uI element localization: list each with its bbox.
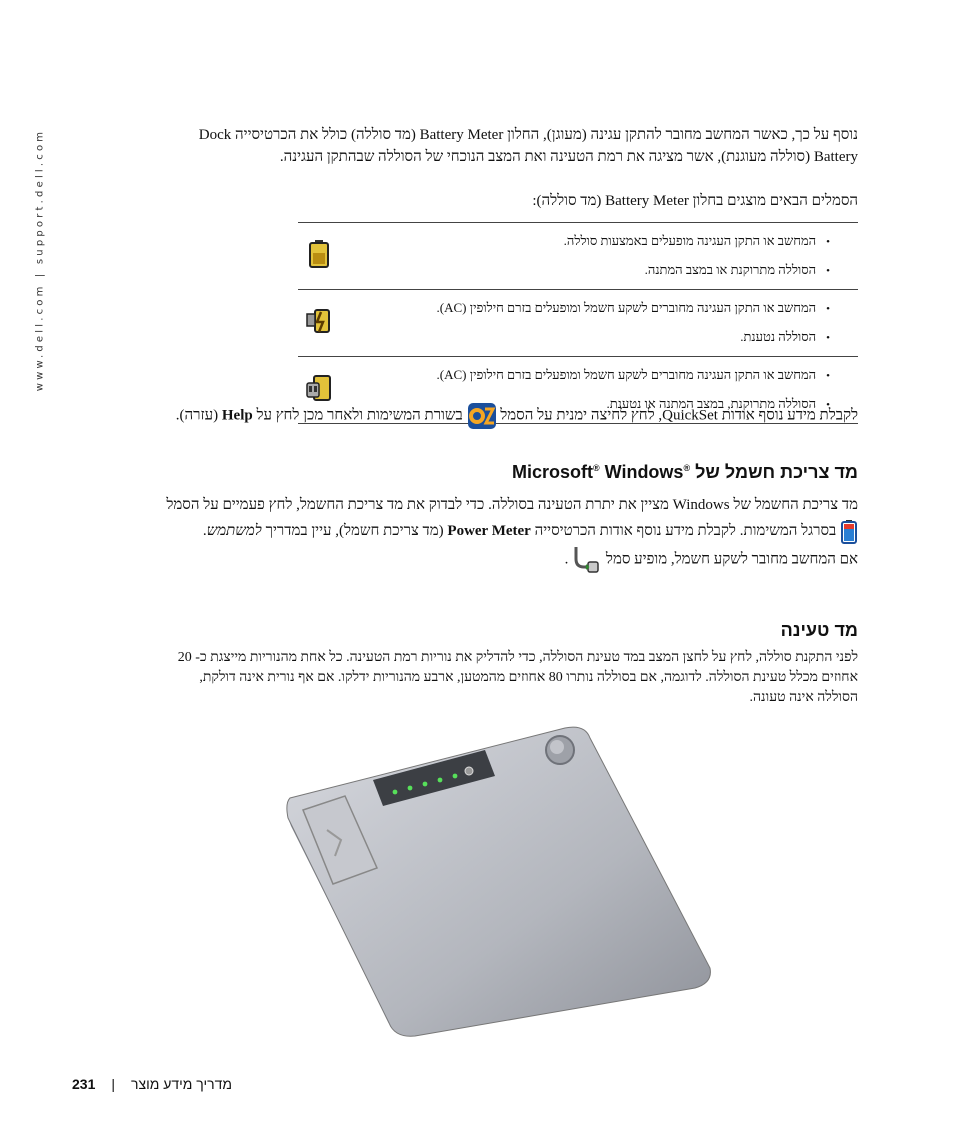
paragraph-windows-power-meter: מד צריכת החשמל של Windows מציין את יתרת הטעינה בסוללה. כדי לבדוק את מד צריכת החשמל, לחץ פעמיים על הסמל בסרגל המשימות. לקבלת מידע נוסף אודות הכרטיסייה Power Meter (מד צריכת חשמל), עיין במדריך למשתמש. אם המחשב מחובר לשקע חשמל, מופיע סמל . (160, 492, 858, 575)
symbol-desc: • המחשב או התקן העגינה מופעלים באמצעות סוללה. (340, 227, 830, 256)
ac-charging-icon (305, 306, 333, 336)
paragraph-charge-gauge: לפני התקנת סוללה, לחץ על לחצן המצב במד טעינת הסוללה, כדי להדליק את נוריות רמת הטעינה. כל אחת מהנוריות מייצגת כ- 20 אחוזים מכלל טעינת הסוללה. לדוגמה, אם בסוללה נותרו 80 אחוזים מהמטען, ארבע מהנוריות ידלקו. אם אף נורית אינה דולקת, הסוללה אינה טעונה. (177, 650, 858, 705)
symbol-row (298, 290, 858, 357)
paragraph-dock-battery: נוסף על כך, כאשר המחשב מחובר להתקן עגינה (מעוגן), החלון Battery Meter (מד סוללה) כולל את הכרטיסייה Dock Battery (סוללה מעוגנת), אשר מציגה את רמת הטעינה ואת המצב הנוכחי של הסוללה שבהתקן העגינה. (198, 127, 858, 165)
symbol-desc: • המחשב או התקן העגינה מחוברים לשקע חשמל ומופעלים בזרם חילופין (AC). (340, 294, 830, 323)
battery-photo (285, 718, 715, 1038)
ac-battery-icon (305, 373, 333, 403)
symbol-desc: • המחשב או התקן העגינה מחוברים לשקע חשמל ומופעלים בזרם חילופין (AC). (340, 361, 830, 390)
paragraph-quickset: לקבלת מידע נוסף אודות QuickSet, לחץ לחיצה ימנית על הסמל בשורת המשימות ולאחר מכן לחץ על Help (עזרה). (160, 402, 858, 430)
heading-charge-gauge: מד טעינה (780, 620, 858, 640)
footer: 231 | מדריך מידע מוצר (72, 1076, 232, 1092)
quickset-icon (467, 402, 497, 430)
side-url: www.dell.com | support.dell.com (34, 128, 46, 392)
symbol-desc: • הסוללה נטענת. (340, 323, 830, 352)
symbol-row (298, 223, 858, 290)
battery-only-icon (308, 239, 330, 269)
paragraph-symbols-intro: הסמלים הבאים מוצגים בחלון Battery Meter (מד סוללה): (532, 193, 858, 209)
symbols-table (298, 222, 858, 424)
symbol-desc: • הסוללה מתרוקנת או במצב המתנה. (340, 256, 830, 285)
footer-title: מדריך מידע מוצר (131, 1076, 232, 1092)
heading-windows-power-meter: מד צריכת חשמל של Microsoft® Windows® (511, 462, 858, 482)
symbol-desc: • הסוללה מתרוקנת, במצב המתנה או נטענת. (340, 390, 830, 419)
page-number: 231 (72, 1076, 96, 1092)
power-plug-icon (572, 545, 602, 575)
power-meter-battery-icon (840, 519, 858, 545)
